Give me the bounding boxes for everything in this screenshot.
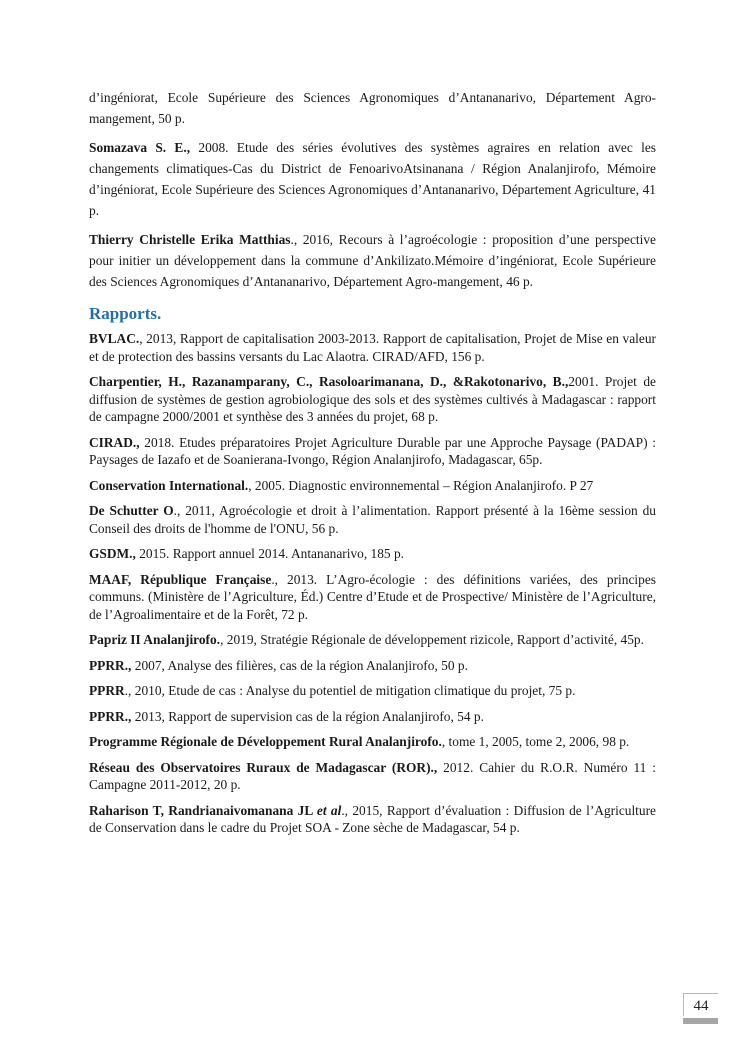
reference-author: BVLAC. xyxy=(89,331,140,346)
reference-text: ., 2011, Agroécologie et droit à l’alimentation. Rapport présenté à la 16ème session du Conseil des droits de l'homme de l'ONU, 56 p. xyxy=(89,503,656,536)
reference-author: PPRR., xyxy=(89,657,132,673)
reference-entry xyxy=(89,137,656,221)
reference-text: 2008. Etude des séries évolutives des systèmes agraires en relation avec les changements climatiques-Cas du District de FenoarivoAtsinanana / Région Analanjirofo, Mémoire d’ingéniorat, Ecole Supérieure des Sciences Agronomiques d’Antananarivo, Département Agriculture, 41 p. xyxy=(89,140,656,218)
reference-entry xyxy=(89,802,656,837)
reference-author: Programme Régionale de Développement Rural Analanjirofo. xyxy=(89,734,442,749)
document-page xyxy=(89,87,656,845)
reference-author-italic: et al xyxy=(316,802,342,818)
reference-entry xyxy=(89,571,656,624)
reference-author: Conservation International. xyxy=(89,477,249,493)
reference-author: Somazava S. E., xyxy=(89,140,191,155)
reference-author: PPRR., xyxy=(89,708,132,724)
reference-entry xyxy=(89,733,656,751)
reference-entry xyxy=(89,708,656,726)
section-title-rapports: Rapports. xyxy=(89,304,162,323)
reference-text: , 2013, Rapport de capitalisation 2003-2013. Rapport de capitalisation, Projet de Mise en valeur et de protection des bassins versants du Lac Alaotra. CIRAD/AFD, 156 p. xyxy=(89,331,656,364)
reference-entry xyxy=(89,229,656,292)
reference-author: Réseau des Observatoires Ruraux de Madagascar (ROR)., xyxy=(89,759,438,775)
reference-entry xyxy=(89,434,656,469)
reference-text: 2015. Rapport annuel 2014. Antananarivo, 185 p. xyxy=(135,546,405,561)
reference-text: ., 2016, Recours à l’agroécologie : proposition d’une perspective pour initier un développement dans la commune d’Ankilizato.Mémoire d’ingéniorat, Ecole Supérieure des Sciences Agronomiques d’Antananarivo, Département Agro-mangement, 46 p. xyxy=(89,232,656,289)
reference-text: 2013, Rapport de supervision cas de la région Analanjirofo, 54 p. xyxy=(131,708,484,724)
reference-text: 2012. Cahier du R.O.R. Numéro 11 : Campagne 2011-2012, 20 p. xyxy=(89,759,656,792)
reference-author: Papriz II Analanjirofo. xyxy=(89,632,221,647)
reference-text: , 2005. Diagnostic environnemental – Région Analanjirofo. P 27 xyxy=(248,477,594,493)
reference-text: ., 2015, Rapport d’évaluation : Diffusion de l’Agriculture de Conservation dans le cadre du Projet SOA - Zone sèche de Madagascar, 54 p. xyxy=(89,802,657,835)
reference-author: Thierry Christelle Erika Matthias xyxy=(89,232,291,247)
reference-entry xyxy=(89,545,656,563)
reference-entry xyxy=(89,657,656,675)
reference-author: MAAF, République Française xyxy=(89,571,272,587)
page-number: 44 xyxy=(683,993,718,1016)
reference-text: d’ingéniorat, Ecole Supérieure des Sciences Agronomiques d’Antananarivo, Département Agro-mangement, 50 p. xyxy=(89,90,656,126)
reference-entry xyxy=(89,477,656,495)
reference-entry xyxy=(89,87,656,129)
reference-author: De Schutter O xyxy=(89,503,174,518)
reference-author: Raharison T, Randrianaivomanana JL xyxy=(89,802,317,818)
reference-entry xyxy=(89,631,656,649)
reference-author: PPRR xyxy=(89,683,125,698)
reference-text: , 2019, Stratégie Régionale de développement rizicole, Rapport d’activité, 45p. xyxy=(220,632,644,647)
reference-text: ., 2010, Etude de cas : Analyse du potentiel de mitigation climatique du projet, 75 p. xyxy=(124,683,576,698)
page-number-bar xyxy=(683,1018,718,1024)
reference-text: 2018. Etudes préparatoires Projet Agriculture Durable par une Approche Paysage (PADAP) : Paysages de Iazafo et de Soanierana-Ivongo, Région Analanjirofo, Madagascar, 65p. xyxy=(89,434,656,467)
reference-entry xyxy=(89,682,656,700)
reference-entry xyxy=(89,330,656,365)
reference-text: ., 2013. L’Agro-écologie : des définitions variées, des principes communs. (Ministère de l’Agriculture, Éd.) Centre d’Etude et de Prospective/ Ministère de l’Agriculture, de l’Agroalimentaire et de la Forêt, 72 p. xyxy=(89,571,656,622)
reference-entry xyxy=(89,759,656,794)
reference-author: CIRAD., xyxy=(89,434,140,450)
reference-author: Charpentier, H., Razanamparany, C., Rasoloarimanana, D., &Rakotonarivo, B., xyxy=(89,374,569,389)
reference-entry xyxy=(89,373,656,426)
reference-entry xyxy=(89,502,656,537)
reference-text: , tome 1, 2005, tome 2, 2006, 98 p. xyxy=(441,734,630,749)
reference-text: 2007, Analyse des filières, cas de la région Analanjirofo, 50 p. xyxy=(131,657,468,673)
reference-text: 2001. Projet de diffusion de systèmes de gestion agrobiologique des sols et des systèmes cultivés à Madagascar : rapport de campagne 2000/2001 et synthèse des 3 années du projet, 68 p. xyxy=(89,374,656,424)
reference-author: GSDM., xyxy=(89,546,136,561)
